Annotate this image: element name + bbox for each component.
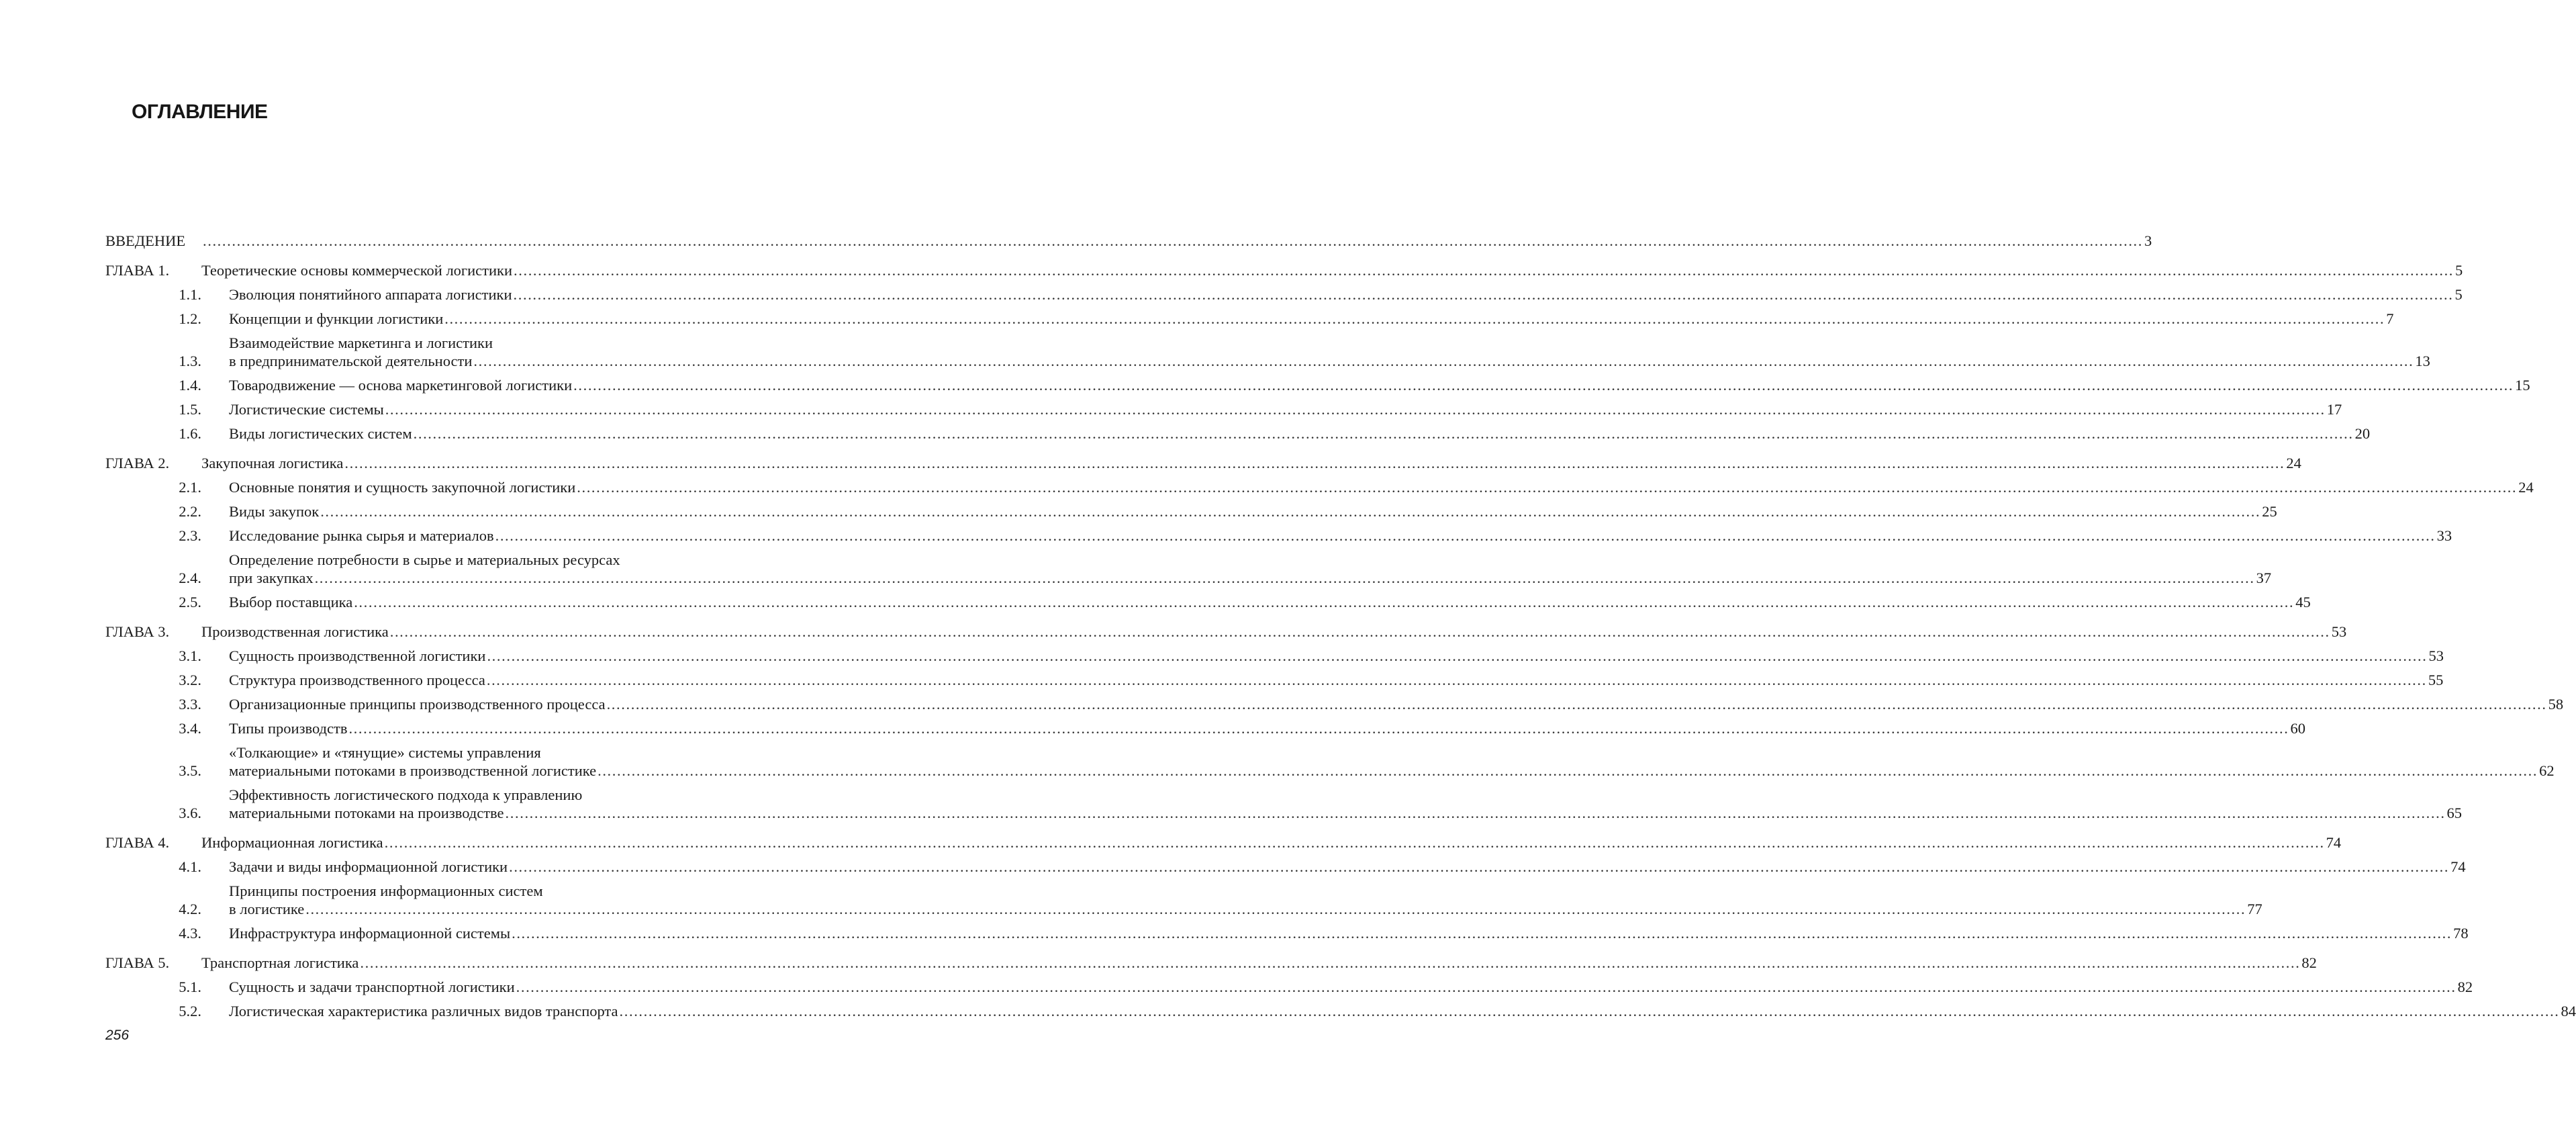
toc-entry-number-text: 5.1. <box>179 979 201 995</box>
toc-page-number: 24 <box>2286 455 2301 471</box>
toc-entry-title: Основные понятия и сущность закупочной логистики <box>229 479 576 496</box>
toc-chapter-entry[interactable] <box>105 261 2463 279</box>
toc-entry-body <box>229 593 2311 611</box>
toc-section-entry[interactable] <box>105 551 2272 587</box>
toc-entry-title: в предпринимательской деятельности <box>229 353 473 369</box>
toc-page-number: 82 <box>2301 954 2317 971</box>
toc-entry-number <box>105 833 201 852</box>
toc-entry-body <box>229 376 2530 394</box>
toc-section-entry[interactable] <box>105 647 2444 665</box>
toc-entry-number <box>105 954 201 972</box>
toc-section-entry[interactable] <box>105 695 2564 713</box>
toc-page-number: 62 <box>2539 762 2555 779</box>
toc-entry-title: материальными потоками в производственной логистике <box>229 762 597 779</box>
toc-entry-number <box>105 376 201 394</box>
dot-leader: ................................................................................................................................................................................................................................................................................................................................................................................................................ <box>344 455 2285 471</box>
toc-entry-title: Выбор поставщика <box>229 594 353 610</box>
toc-entry-title: Информационная логистика <box>201 834 383 851</box>
toc-entry-number <box>105 924 201 942</box>
toc-entry-body <box>229 858 2466 876</box>
toc-entry-title-line: Эффективность логистического подхода к управлению <box>229 786 583 803</box>
toc-entry-number-text: 4.1. <box>179 858 201 875</box>
toc-entry-number <box>105 762 201 780</box>
toc-section-entry[interactable] <box>105 400 2342 418</box>
table-of-contents <box>105 232 2576 1020</box>
toc-entry-number <box>105 454 201 472</box>
dot-leader: ................................................................................................................................................................................................................................................................................................................................................................................................................ <box>577 479 2518 496</box>
toc-entry-number <box>105 978 201 996</box>
toc-entry-body <box>229 285 2463 304</box>
toc-entry-body <box>229 786 2463 822</box>
dot-leader: ................................................................................................................................................................................................................................................................................................................................................................................................................ <box>348 720 2289 737</box>
toc-section-entry[interactable] <box>105 858 2466 876</box>
toc-entry-body <box>229 978 2473 996</box>
toc-entry-number <box>105 400 201 418</box>
toc-page-number: 24 <box>2518 479 2534 496</box>
toc-entry-title: Логистические системы <box>229 401 384 418</box>
toc-entry-number <box>105 593 201 611</box>
toc-entry-number <box>105 232 201 250</box>
toc-entry-title: Структура производственного процесса <box>229 672 485 688</box>
toc-entry-title: Задачи и виды информационной логистики <box>229 858 508 875</box>
toc-entry-title: Сущность и задачи транспортной логистики <box>229 979 515 995</box>
dot-leader: ................................................................................................................................................................................................................................................................................................................................................................................................................ <box>487 647 2428 664</box>
toc-entry-number <box>105 310 201 328</box>
toc-entry-body <box>201 954 2317 972</box>
dot-leader: ................................................................................................................................................................................................................................................................................................................................................................................................................ <box>514 262 2454 279</box>
dot-leader: ................................................................................................................................................................................................................................................................................................................................................................................................................ <box>314 570 2255 586</box>
toc-page-number: 77 <box>2247 901 2262 917</box>
toc-entry-body <box>201 261 2463 279</box>
toc-page-number: 15 <box>2515 377 2530 394</box>
toc-entry-title: Товародвижение — основа маркетинговой логистики <box>229 377 573 394</box>
dot-leader: ................................................................................................................................................................................................................................................................................................................................................................................................................ <box>305 901 2246 917</box>
toc-entry-title: Организационные принципы производственного процесса <box>229 696 606 713</box>
toc-entry-body <box>201 833 2342 852</box>
dot-leader: ................................................................................................................................................................................................................................................................................................................................................................................................................ <box>203 232 2143 249</box>
toc-entry-body <box>229 924 2469 942</box>
toc-entry-body <box>229 647 2444 665</box>
toc-section-entry[interactable] <box>105 786 2463 822</box>
page-number: 256 <box>105 1028 130 1043</box>
toc-entry-title: Транспортная логистика <box>201 954 359 971</box>
toc-page-number: 53 <box>2428 647 2444 664</box>
toc-page-number: 53 <box>2331 623 2347 640</box>
toc-entry-title: Сущность производственной логистики <box>229 647 486 664</box>
toc-entry-body <box>201 623 2347 641</box>
toc-entry-number <box>105 671 201 689</box>
toc-entry-title: Эволюция понятийного аппарата логистики <box>229 286 512 303</box>
dot-leader: ................................................................................................................................................................................................................................................................................................................................................................................................................ <box>598 762 2538 779</box>
toc-entry-title: Виды логистических систем <box>229 425 412 442</box>
toc-intro-entry[interactable] <box>105 232 2152 250</box>
toc-entry-body <box>229 719 2305 737</box>
toc-entry-title: в логистике <box>229 901 305 917</box>
toc-entry-number-text: ГЛАВА 2. <box>105 455 170 471</box>
toc-page-number: 7 <box>2386 310 2394 327</box>
toc-page-number: 55 <box>2428 672 2444 688</box>
dot-leader: ................................................................................................................................................................................................................................................................................................................................................................................................................ <box>473 353 2414 369</box>
toc-section-entry[interactable] <box>105 478 2534 496</box>
toc-page-number: 74 <box>2450 858 2466 875</box>
toc-entry-number-text: 1.1. <box>179 286 201 303</box>
dot-leader: ................................................................................................................................................................................................................................................................................................................................................................................................................ <box>385 401 2326 418</box>
toc-section-entry[interactable] <box>105 719 2305 737</box>
toc-entry-number-text: 2.1. <box>179 479 201 496</box>
toc-entry-body <box>229 695 2564 713</box>
toc-section-entry[interactable] <box>105 527 2452 545</box>
toc-entry-body <box>229 527 2452 545</box>
dot-leader: ................................................................................................................................................................................................................................................................................................................................................................................................................ <box>444 310 2385 327</box>
toc-page-number: 84 <box>2561 1003 2576 1019</box>
toc-entry-number <box>105 569 201 587</box>
toc-entry-body <box>229 551 2272 587</box>
toc-entry-body <box>229 334 2430 370</box>
toc-section-entry[interactable] <box>105 671 2444 689</box>
toc-entry-number <box>105 804 201 822</box>
toc-entry-number-text: ГЛАВА 5. <box>105 954 170 971</box>
toc-page-number: 74 <box>2326 834 2342 851</box>
toc-page-number: 33 <box>2436 527 2452 544</box>
toc-section-entry[interactable] <box>105 334 2430 370</box>
toc-entry-title: Теоретические основы коммерческой логистики <box>201 262 513 279</box>
toc-entry-number <box>105 1002 201 1020</box>
dot-leader: ................................................................................................................................................................................................................................................................................................................................................................................................................ <box>486 672 2427 688</box>
toc-entry-number-text: 2.3. <box>179 527 201 544</box>
toc-page-number: 37 <box>2256 570 2272 586</box>
toc-entry-title: Логистическая характеристика различных видов транспорта <box>229 1003 618 1019</box>
toc-section-entry[interactable] <box>105 310 2394 328</box>
toc-entry-title: Закупочная логистика <box>201 455 344 471</box>
toc-chapter-entry[interactable] <box>105 833 2342 852</box>
dot-leader: ................................................................................................................................................................................................................................................................................................................................................................................................................ <box>389 623 2330 640</box>
toc-entry-body <box>229 310 2394 328</box>
toc-entry-title: Производственная логистика <box>201 623 389 640</box>
toc-entry-title: Концепции и функции логистики <box>229 310 444 327</box>
toc-entry-number-text: 2.5. <box>179 594 201 610</box>
toc-entry-number-text: 3.3. <box>179 696 201 713</box>
toc-entry-title-line: «Толкающие» и «тянущие» системы управления <box>229 744 541 761</box>
toc-entry-body <box>229 671 2444 689</box>
toc-entry-number <box>105 623 201 641</box>
dot-leader: ................................................................................................................................................................................................................................................................................................................................................................................................................ <box>509 858 2450 875</box>
toc-page-number: 82 <box>2457 979 2473 995</box>
toc-entry-number-text: 1.6. <box>179 425 201 442</box>
dot-leader: ................................................................................................................................................................................................................................................................................................................................................................................................................ <box>495 527 2436 544</box>
dot-leader: ................................................................................................................................................................................................................................................................................................................................................................................................................ <box>573 377 2514 394</box>
dot-leader: ................................................................................................................................................................................................................................................................................................................................................................................................................ <box>354 594 2295 610</box>
toc-section-entry[interactable] <box>105 424 2371 443</box>
toc-entry-body <box>201 454 2301 472</box>
toc-page-number: 3 <box>2144 232 2152 249</box>
toc-entry-title: Инфраструктура информационной системы <box>229 925 511 942</box>
toc-section-entry[interactable] <box>105 593 2311 611</box>
toc-entry-number-text: ГЛАВА 1. <box>105 262 170 279</box>
toc-entry-title: материальными потоками на производстве <box>229 805 504 821</box>
toc-entry-number-text: 3.1. <box>179 647 201 664</box>
toc-entry-number <box>105 285 201 304</box>
toc-entry-number <box>105 502 201 520</box>
toc-section-entry[interactable] <box>105 285 2463 304</box>
dot-leader: ................................................................................................................................................................................................................................................................................................................................................................................................................ <box>320 503 2261 520</box>
toc-entry-number-text: ВВЕДЕНИЕ <box>105 232 186 249</box>
toc-entry-number <box>105 647 201 665</box>
toc-entry-number-text: 3.4. <box>179 720 201 737</box>
toc-page-number: 20 <box>2354 425 2371 442</box>
toc-entry-number-text: 3.5. <box>179 762 201 779</box>
toc-page-number: 25 <box>2262 503 2277 520</box>
toc-entry-number-text: 1.3. <box>179 353 201 369</box>
toc-entry-title-line: Взаимодействие маркетинга и логистики <box>229 334 493 351</box>
toc-entry-number <box>105 261 201 279</box>
toc-page-number: 58 <box>2548 696 2564 713</box>
toc-entry-number <box>105 478 201 496</box>
toc-entry-body <box>229 400 2342 418</box>
toc-entry-body <box>201 232 2152 250</box>
dot-leader: ................................................................................................................................................................................................................................................................................................................................................................................................................ <box>505 805 2446 821</box>
toc-entry-title: Виды закупок <box>229 503 320 520</box>
toc-entry-number-text: 5.2. <box>179 1003 201 1019</box>
toc-page-number: 5 <box>2455 262 2463 279</box>
toc-entry-number-text: 4.2. <box>179 901 201 917</box>
toc-entry-body <box>229 424 2371 443</box>
toc-entry-number <box>105 900 201 918</box>
toc-page-number: 60 <box>2290 720 2305 737</box>
toc-entry-number-text: 2.4. <box>179 570 201 586</box>
toc-entry-number-text: 1.5. <box>179 401 201 418</box>
toc-entry-number <box>105 352 201 370</box>
toc-entry-title: Исследование рынка сырья и материалов <box>229 527 494 544</box>
toc-entry-number-text: ГЛАВА 3. <box>105 623 170 640</box>
page-title: ОГЛАВЛЕНИЕ <box>132 101 268 123</box>
toc-section-entry[interactable] <box>105 743 2555 780</box>
toc-chapter-entry[interactable] <box>105 623 2347 641</box>
dot-leader: ................................................................................................................................................................................................................................................................................................................................................................................................................ <box>513 286 2454 303</box>
toc-page-number: 45 <box>2295 594 2311 610</box>
dot-leader: ................................................................................................................................................................................................................................................................................................................................................................................................................ <box>360 954 2301 971</box>
toc-entry-number <box>105 695 201 713</box>
toc-section-entry[interactable] <box>105 978 2473 996</box>
dot-leader: ................................................................................................................................................................................................................................................................................................................................................................................................................ <box>384 834 2325 851</box>
toc-entry-title: при закупках <box>229 570 314 586</box>
dot-leader: ................................................................................................................................................................................................................................................................................................................................................................................................................ <box>516 979 2456 995</box>
toc-entry-title-line: Определение потребности в сырье и материальных ресурсах <box>229 551 620 568</box>
toc-entry-number-text: 3.2. <box>179 672 201 688</box>
dot-leader: ................................................................................................................................................................................................................................................................................................................................................................................................................ <box>606 696 2547 713</box>
toc-entry-body <box>229 882 2262 918</box>
toc-entry-number-text: 1.2. <box>179 310 201 327</box>
toc-entry-number <box>105 858 201 876</box>
toc-entry-body <box>229 478 2534 496</box>
dot-leader: ................................................................................................................................................................................................................................................................................................................................................................................................................ <box>413 425 2354 442</box>
toc-section-entry[interactable] <box>105 924 2469 942</box>
toc-chapter-entry[interactable] <box>105 454 2301 472</box>
toc-entry-body <box>229 1002 2576 1020</box>
toc-entry-number-text: 2.2. <box>179 503 201 520</box>
toc-entry-body <box>229 743 2555 780</box>
toc-page-number: 13 <box>2415 353 2430 369</box>
dot-leader: ................................................................................................................................................................................................................................................................................................................................................................................................................ <box>619 1003 2560 1019</box>
toc-section-entry[interactable] <box>105 1002 2576 1020</box>
toc-page-number: 65 <box>2446 805 2463 821</box>
dot-leader: ................................................................................................................................................................................................................................................................................................................................................................................................................ <box>512 925 2452 942</box>
toc-entry-title: Типы производств <box>229 720 348 737</box>
toc-page-number: 5 <box>2454 286 2463 303</box>
toc-entry-title-line: Принципы построения информационных систем <box>229 882 543 899</box>
toc-entry-number-text: 3.6. <box>179 805 201 821</box>
toc-entry-number <box>105 719 201 737</box>
toc-entry-number <box>105 527 201 545</box>
toc-section-entry[interactable] <box>105 502 2277 520</box>
toc-entry-number <box>105 424 201 443</box>
toc-page-number: 17 <box>2326 401 2342 418</box>
toc-section-entry[interactable] <box>105 882 2262 918</box>
toc-entry-number-text: 1.4. <box>179 377 201 394</box>
toc-section-entry[interactable] <box>105 376 2530 394</box>
toc-entry-number-text: 4.3. <box>179 925 201 942</box>
toc-chapter-entry[interactable] <box>105 954 2317 972</box>
toc-entry-number-text: ГЛАВА 4. <box>105 834 170 851</box>
toc-page-number: 78 <box>2453 925 2469 942</box>
toc-entry-body <box>229 502 2277 520</box>
